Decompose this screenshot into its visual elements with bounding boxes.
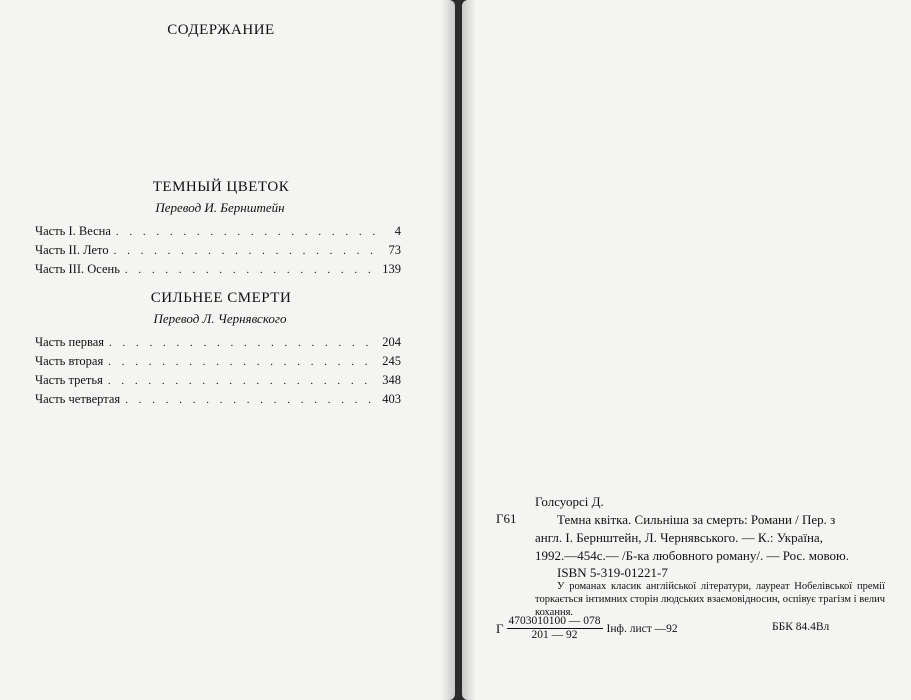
toc-leader-dots <box>114 245 376 257</box>
bib-line-2: англ. І. Бернштейн, Л. Чернявського. — К.: Україна, <box>535 530 823 545</box>
bib-line-3: 1992.—454с.— /Б-ка любовного роману/. — Рос. мовою. <box>535 548 849 563</box>
toc-entry <box>35 392 401 411</box>
toc-entry-page: 139 <box>382 262 401 276</box>
toc-leader-dots <box>116 226 376 238</box>
toc-leader-dots <box>108 356 376 368</box>
code-prefix: Г <box>496 620 504 636</box>
toc-entry-label: Часть вторая <box>35 354 104 368</box>
author-name: Голсуорсі Д. <box>535 494 604 509</box>
translator-line-1: Перевод И. Бернштейн <box>155 200 285 215</box>
toc-entry <box>35 243 401 262</box>
toc-entry <box>35 373 401 392</box>
toc-group-2 <box>35 335 401 411</box>
toc-entry-label: Часть II. Лето <box>35 243 109 257</box>
toc-leader-dots <box>125 394 376 406</box>
toc-entry-page: 4 <box>394 224 401 238</box>
toc-entry-label: Часть I. Весна <box>35 224 111 238</box>
toc-entry-label: Часть третья <box>35 373 103 387</box>
imprint-block <box>462 0 911 700</box>
catalog-code <box>496 615 678 642</box>
toc-entry <box>35 262 401 281</box>
work-title-stronger-than-death: СИЛЬНЕЕ СМЕРТИ <box>150 290 292 306</box>
gutter-shadow-left <box>441 0 455 700</box>
toc-group-1 <box>35 224 401 281</box>
toc-entry-page: 73 <box>388 243 401 257</box>
work-title-dark-flower: ТЕМНЫЙ ЦВЕТОК <box>152 179 290 195</box>
code-denominator: 201 — 92 <box>531 629 578 641</box>
annotation: У романах класик англійської літератури, лауреат Нобелівської премії торкається інтимних сторін людських взаємовідносин, оспівує трагізм і велич кохання. <box>535 581 885 618</box>
toc-entry <box>35 354 401 373</box>
code-numerator: 4703010100 — 078 <box>508 615 601 627</box>
bib-line-1: Темна квітка. Сильніша за смерть: Романи / Пер. з <box>557 512 836 527</box>
isbn: ISBN 5-319-01221-7 <box>557 565 668 580</box>
toc-entry-page: 403 <box>382 392 401 406</box>
toc-entry-page: 204 <box>382 335 401 349</box>
toc-leader-dots <box>109 337 376 349</box>
contents-title: СОДЕРЖАНИЕ <box>167 22 275 38</box>
toc-entry-label: Часть III. Осень <box>35 262 120 276</box>
info-list: Інф. лист —92 <box>606 622 678 635</box>
right-page <box>462 0 911 700</box>
toc-leader-dots <box>108 375 376 387</box>
call-number: Г61 <box>496 511 517 526</box>
translator-line-2: Перевод Л. Чернявского <box>153 311 287 326</box>
bibliographic-record <box>535 511 885 565</box>
toc-leader-dots <box>125 264 376 276</box>
toc-entry-page: 348 <box>382 373 401 387</box>
toc-entry <box>35 224 401 243</box>
toc-entry-label: Часть четвертая <box>35 392 121 406</box>
toc-entry <box>35 335 401 354</box>
code-fraction <box>507 615 603 642</box>
toc-entry-label: Часть первая <box>35 335 105 349</box>
toc-entry-page: 245 <box>382 354 401 368</box>
bbk-code: ББК 84.4Вл <box>772 621 830 633</box>
left-page <box>0 0 455 700</box>
